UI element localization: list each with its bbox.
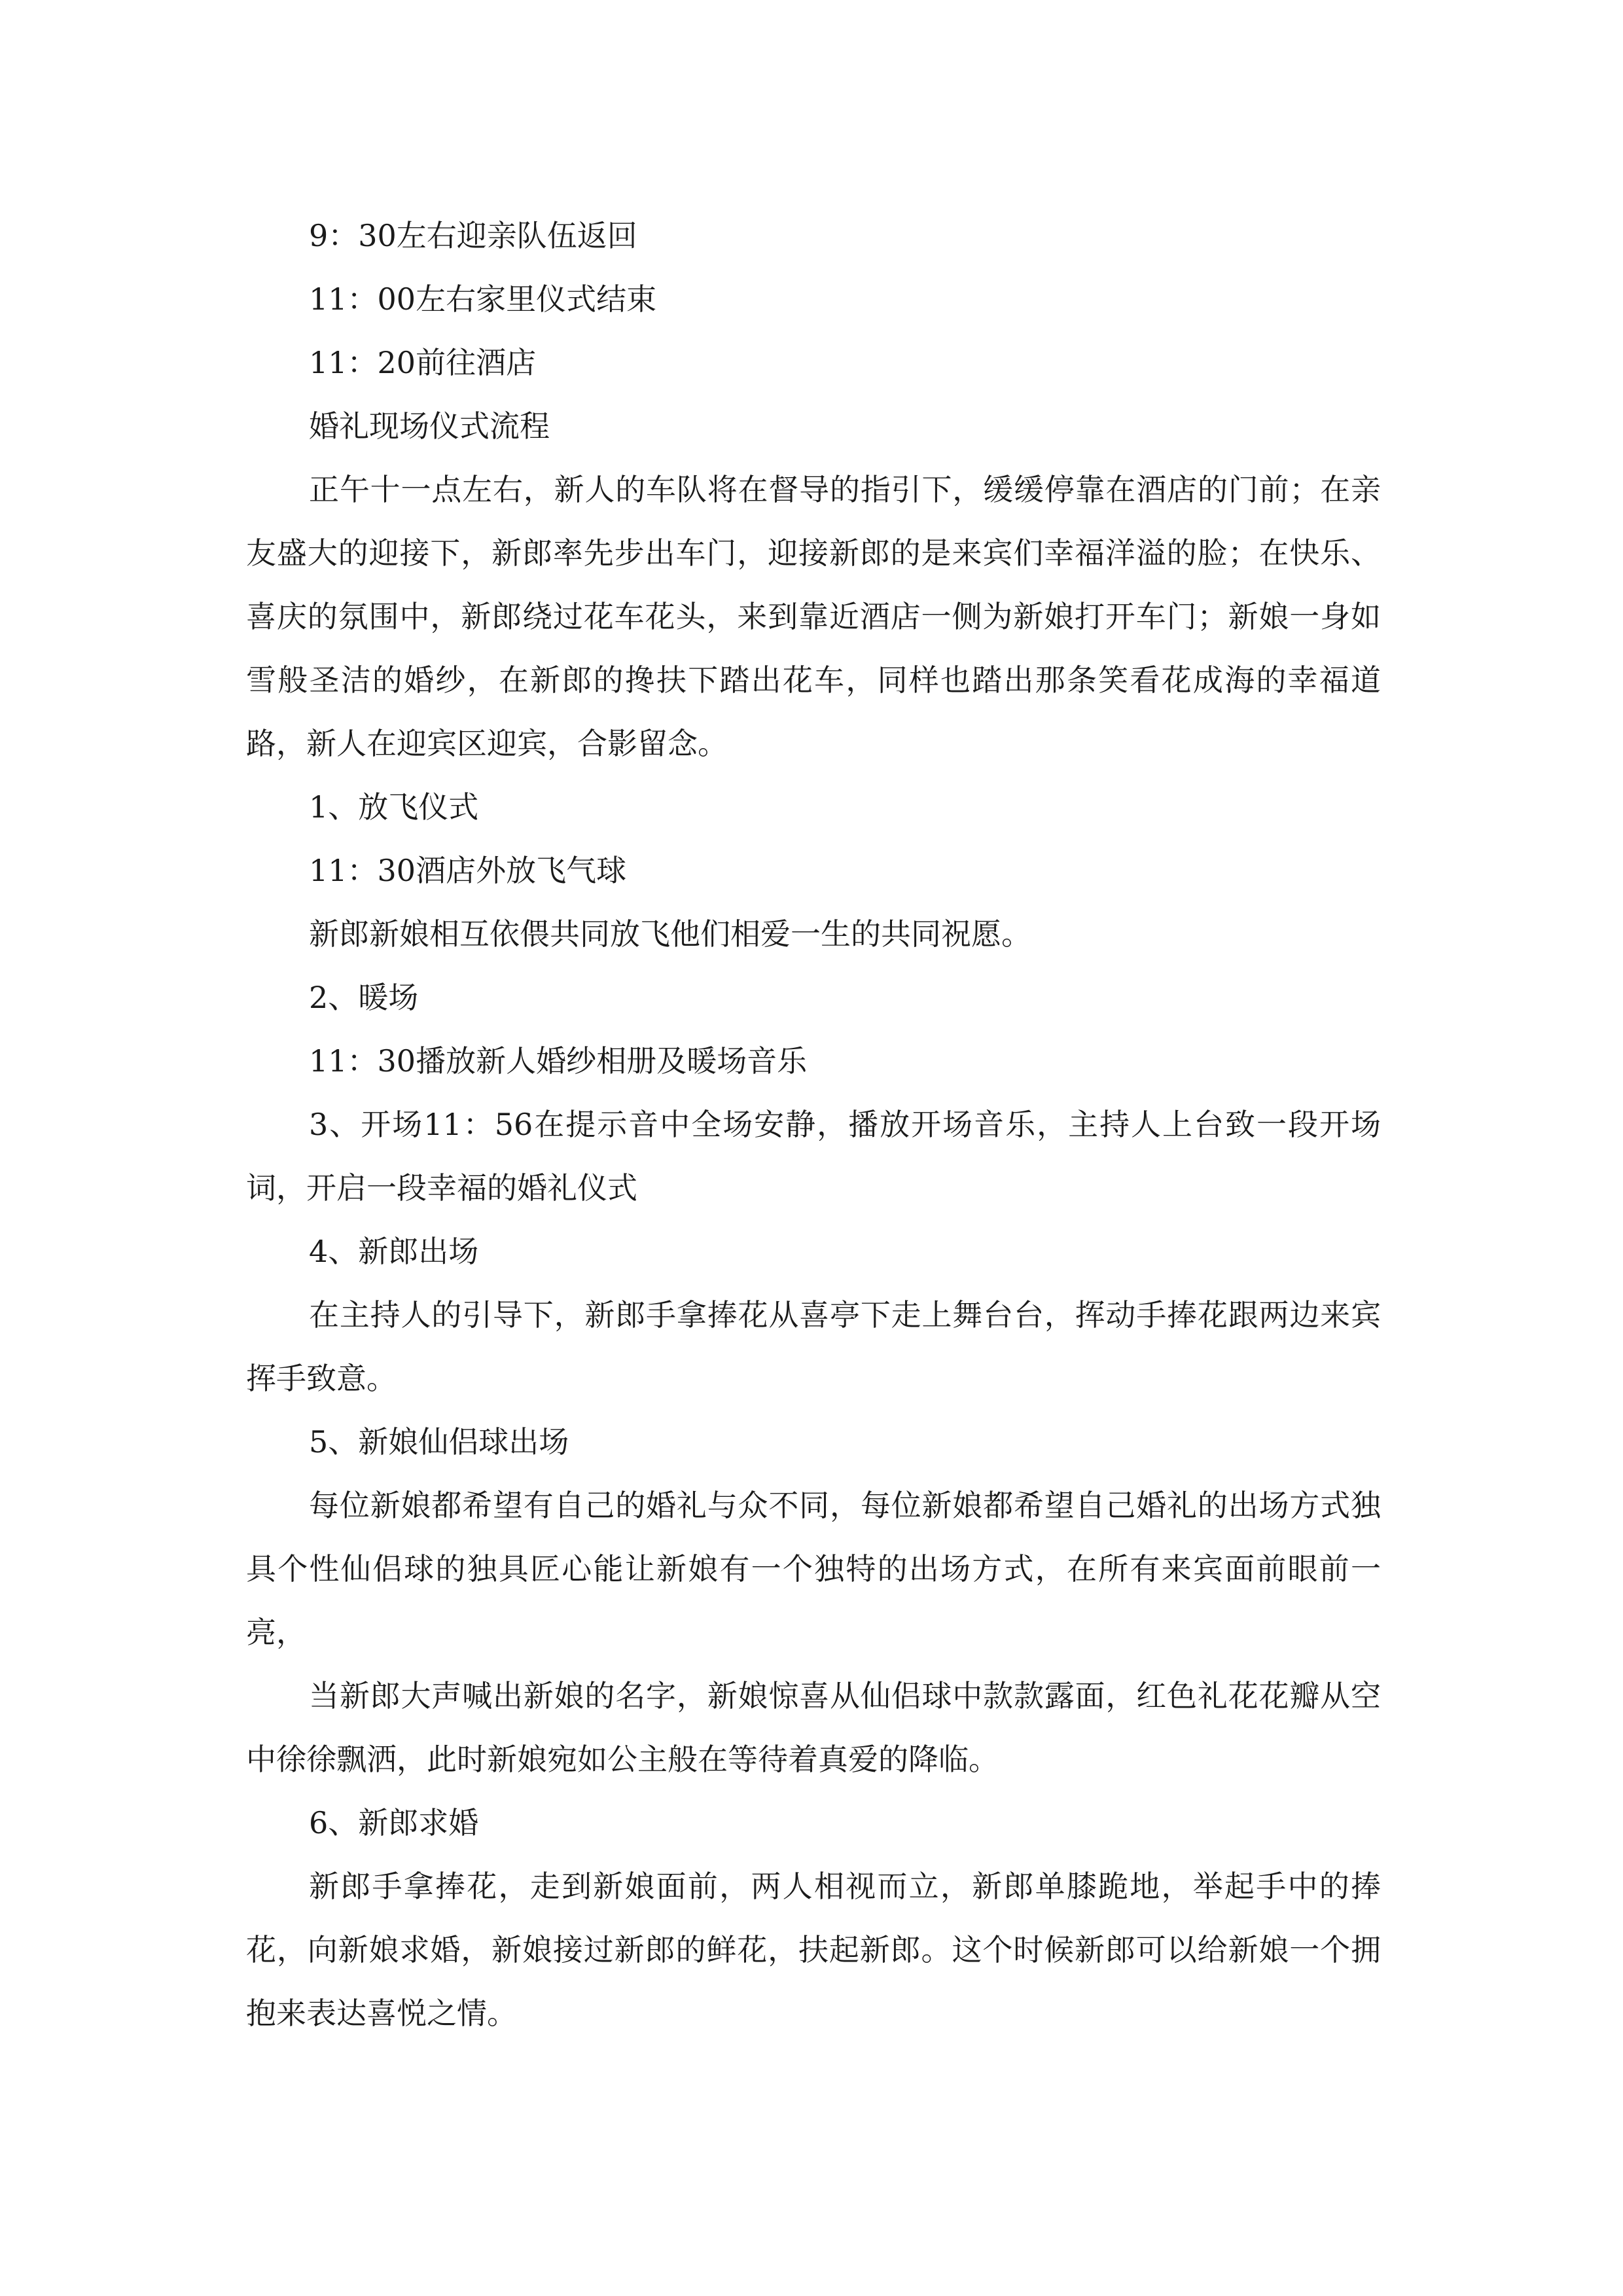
schedule-line-to-hotel: 11：20前往酒店: [309, 345, 537, 380]
item-title-release: 1、放飞仪式: [309, 789, 479, 825]
item-time-release: 11：30酒店外放飞气球: [309, 853, 627, 888]
schedule-line-return: 9：30左右迎亲队伍返回: [309, 218, 637, 253]
item-title-proposal: 6、新郎求婚: [309, 1805, 479, 1840]
item-title-bride-entrance: 5、新娘仙侣球出场: [309, 1424, 569, 1460]
document-body: [246, 204, 1381, 2045]
item-title-warmup: 2、暖场: [309, 980, 419, 1015]
item-text-bride-entrance-2: 当新郎大声喊出新娘的名字，新娘惊喜从仙侣球中款款露面，红色礼花花瓣从空中徐徐飘洒，此时新娘宛如公主般在等待着真爱的降临。: [246, 1678, 1381, 1777]
item-text-release: 新郎新娘相互依偎共同放飞他们相爱一生的共同祝愿。: [309, 916, 1031, 952]
item-title-groom-entrance: 4、新郎出场: [309, 1234, 479, 1269]
section-heading-ceremony-flow: 婚礼现场仪式流程: [309, 408, 550, 444]
paragraph-arrival: 正午十一点左右，新人的车队将在督导的指引下，缓缓停靠在酒店的门前；在亲友盛大的迎接下，新郎率先步出车门，迎接新郎的是来宾们幸福洋溢的脸；在快乐、喜庆的氛围中，新郎绕过花车花头，来到靠近酒店一侧为新娘打开车门；新娘一身如雪般圣洁的婚纱，在新郎的搀扶下踏出花车，同样也踏出那条笑看花成海的幸福道路，新人在迎宾区迎宾，合影留念。: [246, 472, 1381, 761]
schedule-line-home-ceremony-end: 11：00左右家里仪式结束: [309, 281, 657, 317]
item-text-opening: 3、开场11：56在提示音中全场安静，播放开场音乐，主持人上台致一段开场词，开启一段幸福的婚礼仪式: [246, 1107, 1381, 1206]
item-text-groom-entrance: 在主持人的引导下，新郎手拿捧花从喜亭下走上舞台台，挥动手捧花跟两边来宾挥手致意。: [246, 1297, 1381, 1396]
item-time-warmup: 11：30播放新人婚纱相册及暖场音乐: [309, 1043, 808, 1079]
item-text-proposal: 新郎手拿捧花，走到新娘面前，两人相视而立，新郎单膝跪地，举起手中的捧花，向新娘求婚，新娘接过新郎的鲜花，扶起新郎。这个时候新郎可以给新娘一个拥抱来表达喜悦之情。: [246, 1869, 1381, 2031]
item-text-bride-entrance-1: 每位新娘都希望有自己的婚礼与众不同，每位新娘都希望自己婚礼的出场方式独具个性仙侣球的独具匠心能让新娘有一个独特的出场方式，在所有来宾面前眼前一亮，: [246, 1488, 1381, 1650]
